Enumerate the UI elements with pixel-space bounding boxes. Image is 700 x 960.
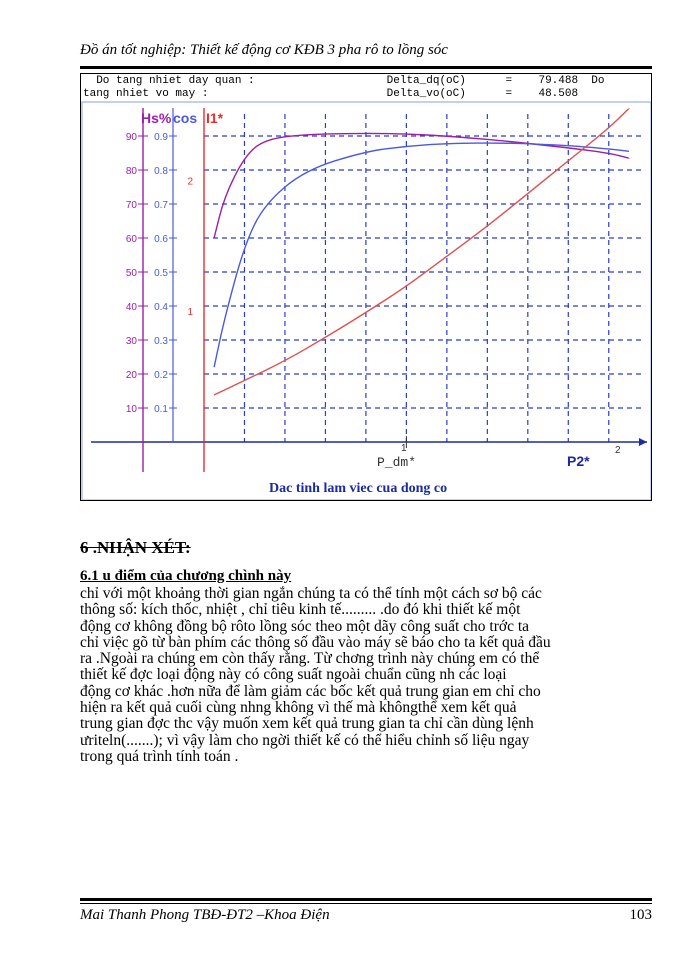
x-label-p2: P2* (567, 453, 590, 469)
cos-tick-label: 0.3 (154, 336, 168, 347)
info-line-1: Do tang nhiet day quan : Delta_dq(oC) = 79.488 Do (83, 75, 605, 87)
hs-tick-label: 70 (125, 200, 137, 211)
axes (91, 108, 647, 472)
cos-tick-label: 0.4 (154, 302, 168, 313)
cos-tick-label: 0.2 (154, 370, 168, 381)
paragraph-line: động cơ khác .hơn nữa để làm giảm các bốc kết quả trung gian em chỉ cho (80, 682, 541, 700)
paragraph-line: chỉ việc gõ từ bàn phím các thông số đầu vào máy sẽ báo cho ta kết quả đầu (80, 633, 551, 651)
hs-tick-label: 40 (125, 302, 137, 313)
hs-tick-label: 30 (125, 336, 137, 347)
chart-figure (80, 73, 652, 501)
page-header: Đồ án tốt nghiệp: Thiết kế động cơ KĐB 3 pha rô to lồng sóc (80, 42, 448, 58)
x-tick-2: 2 (615, 445, 621, 456)
grid (204, 114, 643, 442)
hs-tick-label: 50 (125, 268, 137, 279)
paragraph-line: thiết kế đợc loại động này có công suất ngoài chuẩn cũng nh các loại (80, 666, 507, 684)
body-paragraph (80, 586, 656, 765)
cos-tick-label: 0.9 (154, 132, 168, 143)
hs-axis-label: Hs% (141, 110, 172, 126)
paragraph-line: trong quá trình tính toán . (80, 747, 239, 765)
cos-tick-label: 0.7 (154, 200, 168, 211)
i1-tick-label: 1 (187, 307, 193, 319)
cos-tick-label: 0.5 (154, 268, 168, 279)
i1-tick-label: 2 (187, 176, 193, 188)
paragraph-line: thông số: kích thốc, nhiệt , chỉ tiêu kinh tế......... .do đó khi thiết kế một (80, 601, 521, 619)
cos-tick-label: 0.6 (154, 234, 168, 245)
hs-tick-label: 20 (125, 370, 137, 381)
paragraph-line: trung gian đợc thc vậy muốn xem kết quả trung gian ta chỉ cần dùng lệnh (80, 715, 534, 733)
x-axis-arrow (639, 438, 647, 446)
paragraph-line: chỉ với một khoảng thời gian ngắn chúng ta có thể tính một cách sơ bộ các (80, 585, 542, 602)
x-label-pdm: P_dm* (377, 455, 417, 470)
cos-axis-label: cos (173, 110, 198, 126)
footer-rule-thin (80, 903, 652, 904)
ticks (126, 132, 194, 415)
footer-author: Mai Thanh Phong TBĐ-ĐT2 –Khoa Điện (80, 907, 330, 923)
hs-tick-label: 10 (125, 404, 137, 415)
paragraph-line: ưriteln(.......); vì vậy làm cho ngời thiết kế có thể hiểu chỉnh số liệu ngay (80, 731, 530, 749)
page-number: 103 (629, 907, 652, 923)
series-line-i1 (214, 108, 629, 394)
paragraph-line: động cơ không đồng bộ rôto lồng sóc theo một dãy công suất cho trớc ta (80, 617, 530, 635)
page-footer (80, 907, 652, 924)
cos-tick-label: 0.1 (154, 404, 168, 415)
paragraph-line: hiện ra kết quả cuối cùng nhng không vì thế mà khôngthể xem kết quả (80, 699, 517, 717)
x-tick-1: 1 (401, 443, 407, 454)
chart-caption: Dac tinh lam viec cua dong co (269, 481, 448, 496)
footer-rule (80, 898, 652, 901)
subsection-title: 6.1 u điểm của chương chình này (80, 568, 292, 584)
info-line-2: tang nhiet vo may : Delta_vo(oC) = 48.508 (83, 88, 579, 100)
hs-tick-label: 90 (125, 132, 137, 143)
i1-axis-label: I1* (206, 110, 224, 126)
working-characteristics-chart (81, 74, 652, 501)
curves (214, 108, 629, 394)
hs-tick-label: 80 (125, 166, 137, 177)
cos-tick-label: 0.8 (154, 166, 168, 177)
hs-tick-label: 60 (125, 234, 137, 245)
series-line-cos (214, 143, 629, 367)
paragraph-line: ra .Ngoài ra chúng em còn thấy rằng. Từ chơng trình này chúng em có thể (80, 650, 540, 668)
series-line-hs (214, 133, 629, 238)
header-rule (80, 66, 652, 69)
section-title: 6 .NHẬN XÉT: (80, 538, 191, 557)
